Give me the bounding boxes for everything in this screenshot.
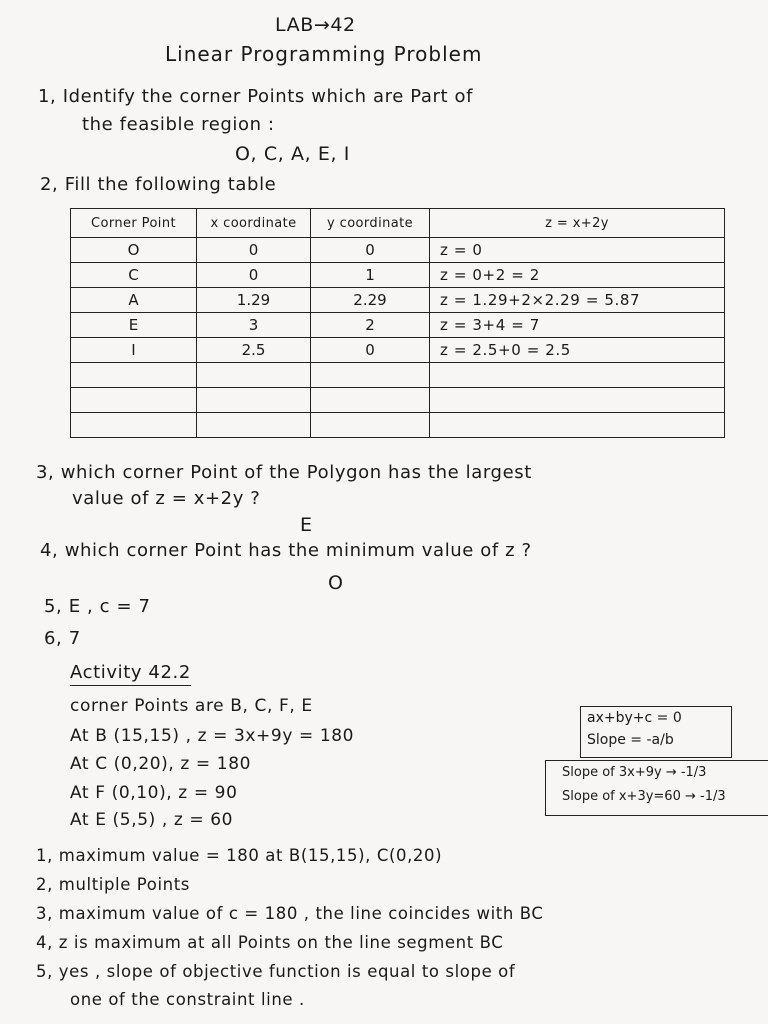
- cell: A: [71, 288, 197, 313]
- cell: 2.5: [197, 338, 311, 363]
- table-row: [71, 338, 725, 363]
- cell: 0: [197, 263, 311, 288]
- cell: z = 0: [430, 238, 725, 263]
- box-line: Slope of 3x+9y → -1/3: [562, 765, 707, 780]
- activity-line: At C (0,20), z = 180: [70, 754, 252, 774]
- cell: 0: [311, 338, 430, 363]
- page-title: Linear Programming Problem: [165, 42, 483, 66]
- cell: O: [71, 238, 197, 263]
- table-row-empty: [71, 388, 725, 413]
- table-row: [71, 313, 725, 338]
- activity-answer: one of the constraint line .: [70, 990, 305, 1009]
- header-y: y coordinate: [311, 209, 430, 238]
- cell: 0: [311, 238, 430, 263]
- table-row: [71, 288, 725, 313]
- answer-4: O: [328, 572, 344, 594]
- question-3-cont: value of z = x+2y ?: [72, 488, 261, 509]
- cell: 0: [197, 238, 311, 263]
- cell: C: [71, 263, 197, 288]
- box-line: Slope of x+3y=60 → -1/3: [562, 789, 726, 804]
- activity-answer: 1, maximum value = 180 at B(15,15), C(0,20): [36, 846, 443, 865]
- header-corner-point: Corner Point: [71, 209, 197, 238]
- activity-line: At E (5,5) , z = 60: [70, 810, 234, 830]
- question-1-cont: the feasible region :: [82, 114, 275, 135]
- cell: 2.29: [311, 288, 430, 313]
- activity-answer: 2, multiple Points: [36, 875, 190, 894]
- cell: 1: [311, 263, 430, 288]
- cell: z = 3+4 = 7: [430, 313, 725, 338]
- box-line: ax+by+c = 0: [587, 710, 682, 726]
- activity-line: At B (15,15) , z = 3x+9y = 180: [70, 726, 355, 746]
- cell: z = 0+2 = 2: [430, 263, 725, 288]
- table-row-empty: [71, 363, 725, 388]
- cell: I: [71, 338, 197, 363]
- question-4: 4, which corner Point has the minimum value of z ?: [40, 540, 532, 561]
- answer-6: 6, 7: [44, 628, 81, 649]
- header-x: x coordinate: [197, 209, 311, 238]
- table-row-empty: [71, 413, 725, 438]
- activity-heading: Activity 42.2: [70, 662, 191, 686]
- question-2: 2, Fill the following table: [40, 174, 277, 195]
- cell: E: [71, 313, 197, 338]
- table-row: [71, 263, 725, 288]
- activity-line: At F (0,10), z = 90: [70, 783, 238, 803]
- cell: z = 2.5+0 = 2.5: [430, 338, 725, 363]
- slope-comparison-box: [545, 760, 768, 816]
- cell: 2: [311, 313, 430, 338]
- cell: 3: [197, 313, 311, 338]
- answer-5: 5, E , c = 7: [44, 596, 151, 617]
- activity-answer: 3, maximum value of c = 180 , the line coincides with BC: [36, 904, 544, 923]
- corner-point-table: [70, 208, 725, 438]
- question-1: 1, Identify the corner Points which are Part of: [38, 86, 474, 107]
- answer-1: O, C, A, E, I: [235, 143, 350, 165]
- cell: z = 1.29+2×2.29 = 5.87: [430, 288, 725, 313]
- activity-line: corner Points are B, C, F, E: [70, 696, 313, 716]
- cell: 1.29: [197, 288, 311, 313]
- answer-3: E: [300, 514, 313, 536]
- table-header-row: [71, 209, 725, 238]
- table-row: [71, 238, 725, 263]
- box-line: Slope = -a/b: [587, 732, 674, 748]
- header-z: z = x+2y: [430, 209, 725, 238]
- slope-formula-box: [580, 706, 732, 758]
- activity-answer: 5, yes , slope of objective function is equal to slope of: [36, 962, 516, 981]
- lab-title: LAB→42: [275, 14, 356, 36]
- activity-answer: 4, z is maximum at all Points on the line segment BC: [36, 933, 504, 952]
- question-3: 3, which corner Point of the Polygon has the largest: [36, 462, 532, 483]
